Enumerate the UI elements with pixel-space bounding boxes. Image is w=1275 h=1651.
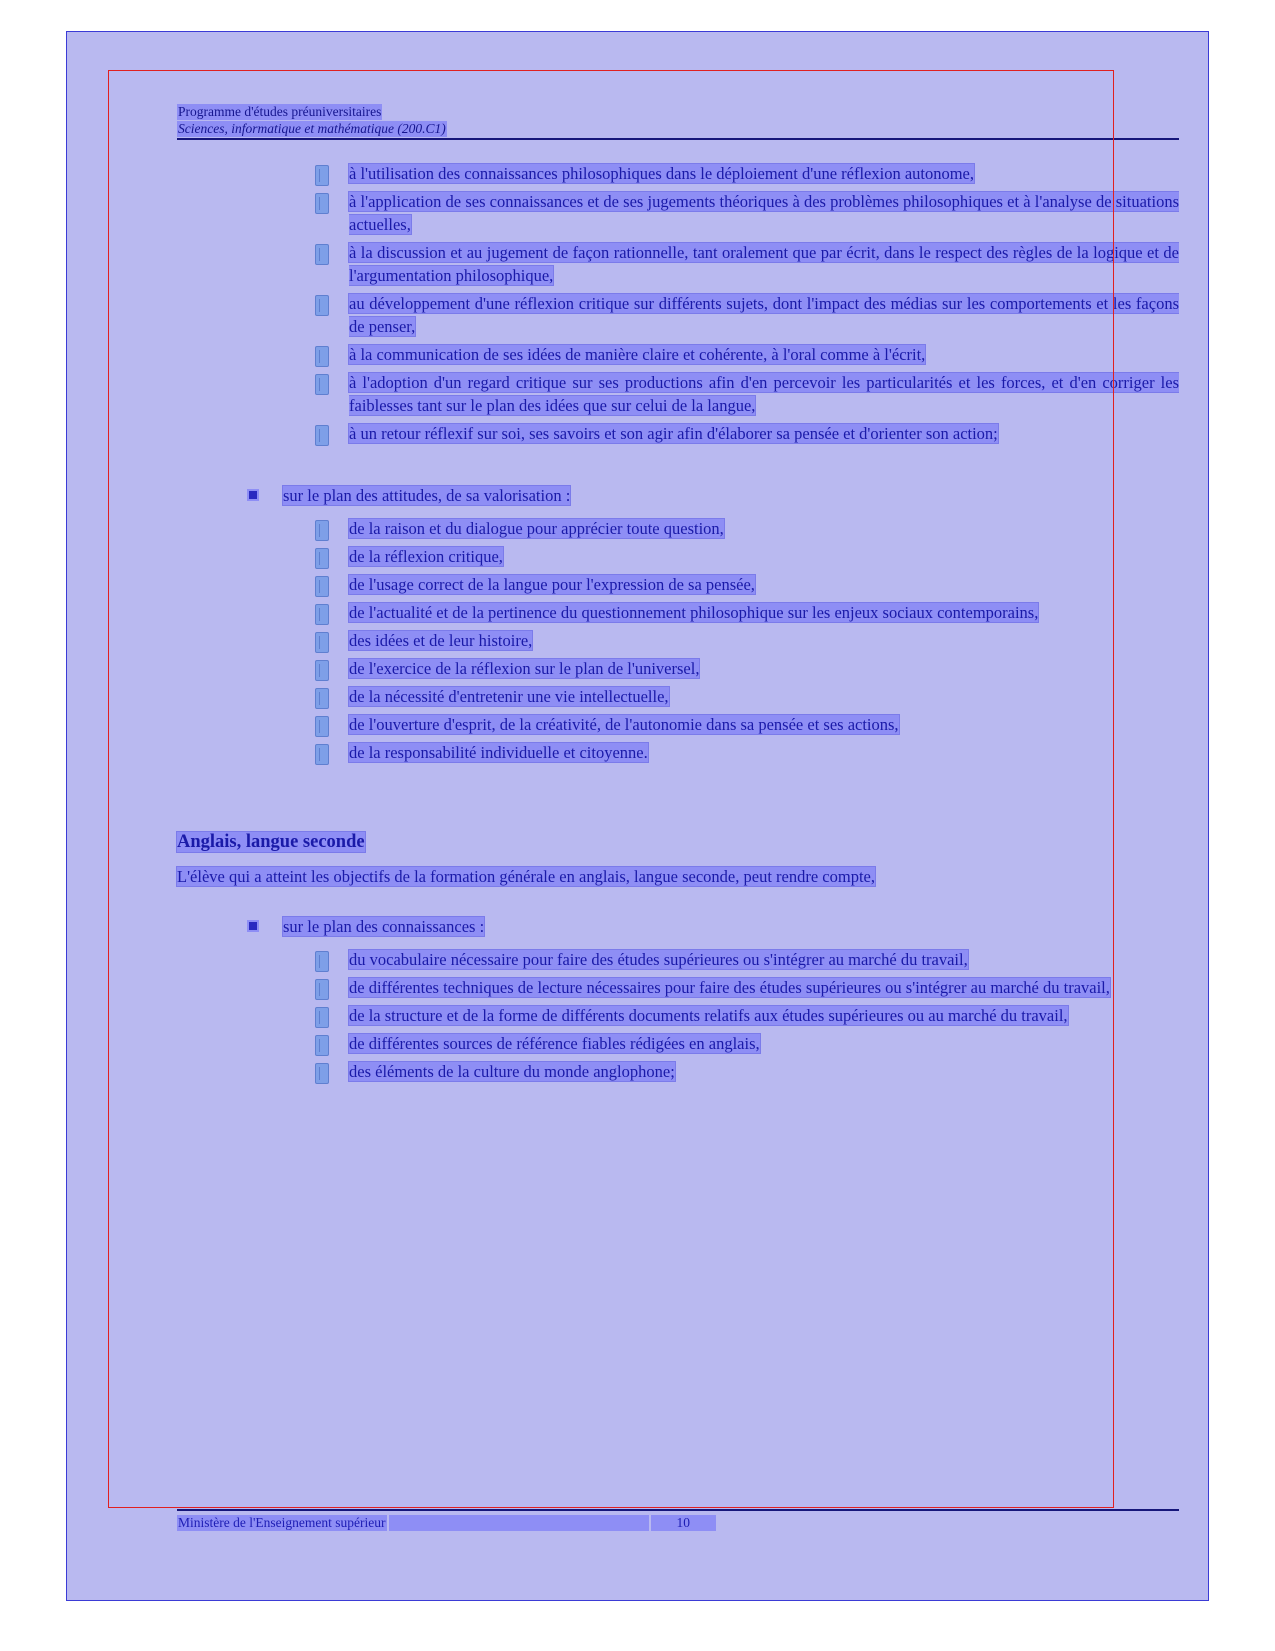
page-content bbox=[177, 162, 1179, 1088]
habiletes-list bbox=[177, 162, 1179, 445]
header-divider bbox=[177, 138, 1179, 140]
list-item-text: à la discussion et au jugement de façon rationnelle, tant oralement que par écrit, dans le respect des règles de la logique et de l'argumentation philosophique, bbox=[349, 243, 1179, 285]
header-line-2: Sciences, informatique et mathématique (200.C1) bbox=[178, 121, 446, 136]
list-item-text: de différentes techniques de lecture nécessaires pour faire des études supérieures ou s'intégrer au marché du travail, bbox=[349, 978, 1110, 997]
page-title bbox=[177, 829, 1179, 855]
list-item bbox=[315, 741, 1179, 764]
list-item bbox=[315, 422, 1179, 445]
book-icon bbox=[315, 660, 329, 681]
connaissances-label: sur le plan des connaissances : bbox=[283, 917, 485, 936]
list-item bbox=[315, 629, 1179, 652]
footer-ministry-label: Ministère de l'Enseignement supérieur bbox=[178, 1515, 386, 1530]
list-item bbox=[315, 948, 1179, 971]
connaissances-heading bbox=[249, 915, 1179, 938]
list-item-text: des éléments de la culture du monde anglophone; bbox=[349, 1062, 675, 1081]
book-icon bbox=[315, 951, 329, 972]
footer-divider bbox=[177, 1509, 1179, 1511]
book-icon bbox=[315, 688, 329, 709]
list-item bbox=[315, 976, 1179, 999]
book-icon bbox=[315, 716, 329, 737]
book-icon bbox=[315, 1063, 329, 1084]
list-item-text: de l'usage correct de la langue pour l'expression de sa pensée, bbox=[349, 575, 755, 594]
list-item-text: de la réflexion critique, bbox=[349, 547, 503, 566]
document-page bbox=[66, 31, 1209, 1601]
list-item-text: de la structure et de la forme de différents documents relatifs aux études supérieures ou au marché du travail, bbox=[349, 1006, 1068, 1025]
list-item-text: à l'application de ses connaissances et de ses jugements théoriques à des problèmes philosophiques et à l'analyse de situations actuelles, bbox=[349, 192, 1179, 234]
spacer bbox=[177, 450, 1179, 484]
list-item-text: au développement d'une réflexion critique sur différents sujets, dont l'impact des médias sur les comportements et les façons de penser, bbox=[349, 294, 1179, 336]
book-icon bbox=[315, 604, 329, 625]
book-icon bbox=[315, 244, 329, 265]
book-icon bbox=[315, 744, 329, 765]
section-intro bbox=[177, 865, 1177, 889]
list-item-text: de la raison et du dialogue pour apprécier toute question, bbox=[349, 519, 724, 538]
book-icon bbox=[315, 1007, 329, 1028]
book-icon bbox=[315, 576, 329, 597]
book-icon bbox=[315, 193, 329, 214]
book-icon bbox=[315, 346, 329, 367]
book-icon bbox=[315, 295, 329, 316]
list-item-text: de la nécessité d'entretenir une vie intellectuelle, bbox=[349, 687, 669, 706]
book-icon bbox=[315, 425, 329, 446]
list-item bbox=[315, 292, 1179, 338]
attitudes-label: sur le plan des attitudes, de sa valorisation : bbox=[283, 486, 571, 505]
section-intro-text: L'élève qui a atteint les objectifs de la formation générale en anglais, langue seconde, peut rendre compte, bbox=[177, 867, 875, 886]
list-item bbox=[315, 545, 1179, 568]
spacer bbox=[177, 769, 1179, 829]
list-item bbox=[315, 343, 1179, 366]
list-item-text: de la responsabilité individuelle et citoyenne. bbox=[349, 743, 648, 762]
page-header bbox=[177, 104, 1179, 137]
list-item bbox=[315, 713, 1179, 736]
footer-page-number: 10 bbox=[651, 1515, 717, 1531]
list-item bbox=[315, 573, 1179, 596]
list-item bbox=[315, 1032, 1179, 1055]
spacer bbox=[177, 889, 1179, 915]
connaissances-list bbox=[177, 948, 1179, 1083]
list-item bbox=[315, 162, 1179, 185]
list-item-text: des idées et de leur histoire, bbox=[349, 631, 533, 650]
attitudes-heading bbox=[249, 484, 1179, 507]
list-item-text: du vocabulaire nécessaire pour faire des études supérieures ou s'intégrer au marché du travail, bbox=[349, 950, 968, 969]
list-item bbox=[315, 1060, 1179, 1083]
spacer bbox=[177, 940, 1179, 948]
book-icon bbox=[315, 548, 329, 569]
square-bullet-icon bbox=[249, 491, 257, 499]
list-item-text: à un retour réflexif sur soi, ses savoirs et son agir afin d'élaborer sa pensée et d'orienter son action; bbox=[349, 424, 998, 443]
book-icon bbox=[315, 979, 329, 1000]
list-item bbox=[315, 685, 1179, 708]
footer-filler bbox=[389, 1515, 649, 1531]
spacer bbox=[177, 509, 1179, 517]
list-item-text: de l'exercice de la réflexion sur le plan de l'universel, bbox=[349, 659, 700, 678]
book-icon bbox=[315, 374, 329, 395]
section-heading-text: Anglais, langue seconde bbox=[177, 832, 365, 852]
list-item bbox=[315, 517, 1179, 540]
list-item bbox=[315, 601, 1179, 624]
attitudes-list bbox=[177, 517, 1179, 764]
header-line-1: Programme d'études préuniversitaires bbox=[178, 104, 382, 119]
book-icon bbox=[315, 632, 329, 653]
list-item-text: à l'utilisation des connaissances philosophiques dans le déploiement d'une réflexion autonome, bbox=[349, 164, 975, 183]
book-icon bbox=[315, 1035, 329, 1056]
list-item-text: à la communication de ses idées de manière claire et cohérente, à l'oral comme à l'écrit, bbox=[349, 345, 926, 364]
list-item bbox=[315, 657, 1179, 680]
list-item-text: à l'adoption d'un regard critique sur ses productions afin d'en percevoir les particularités et les forces, et d'en corriger les faiblesses tant sur le plan des idées que sur celui de la langue, bbox=[349, 373, 1179, 415]
book-icon bbox=[315, 520, 329, 541]
list-item-text: de différentes sources de référence fiables rédigées en anglais, bbox=[349, 1034, 760, 1053]
list-item bbox=[315, 1004, 1179, 1027]
list-item-text: de l'actualité et de la pertinence du questionnement philosophique sur les enjeux sociaux contemporains, bbox=[349, 603, 1039, 622]
list-item bbox=[315, 371, 1179, 417]
square-bullet-icon bbox=[249, 922, 257, 930]
list-item-text: de l'ouverture d'esprit, de la créativité, de l'autonomie dans sa pensée et ses actions, bbox=[349, 715, 899, 734]
book-icon bbox=[315, 165, 329, 186]
list-item bbox=[315, 190, 1179, 236]
page-footer bbox=[177, 1515, 1179, 1531]
list-item bbox=[315, 241, 1179, 287]
